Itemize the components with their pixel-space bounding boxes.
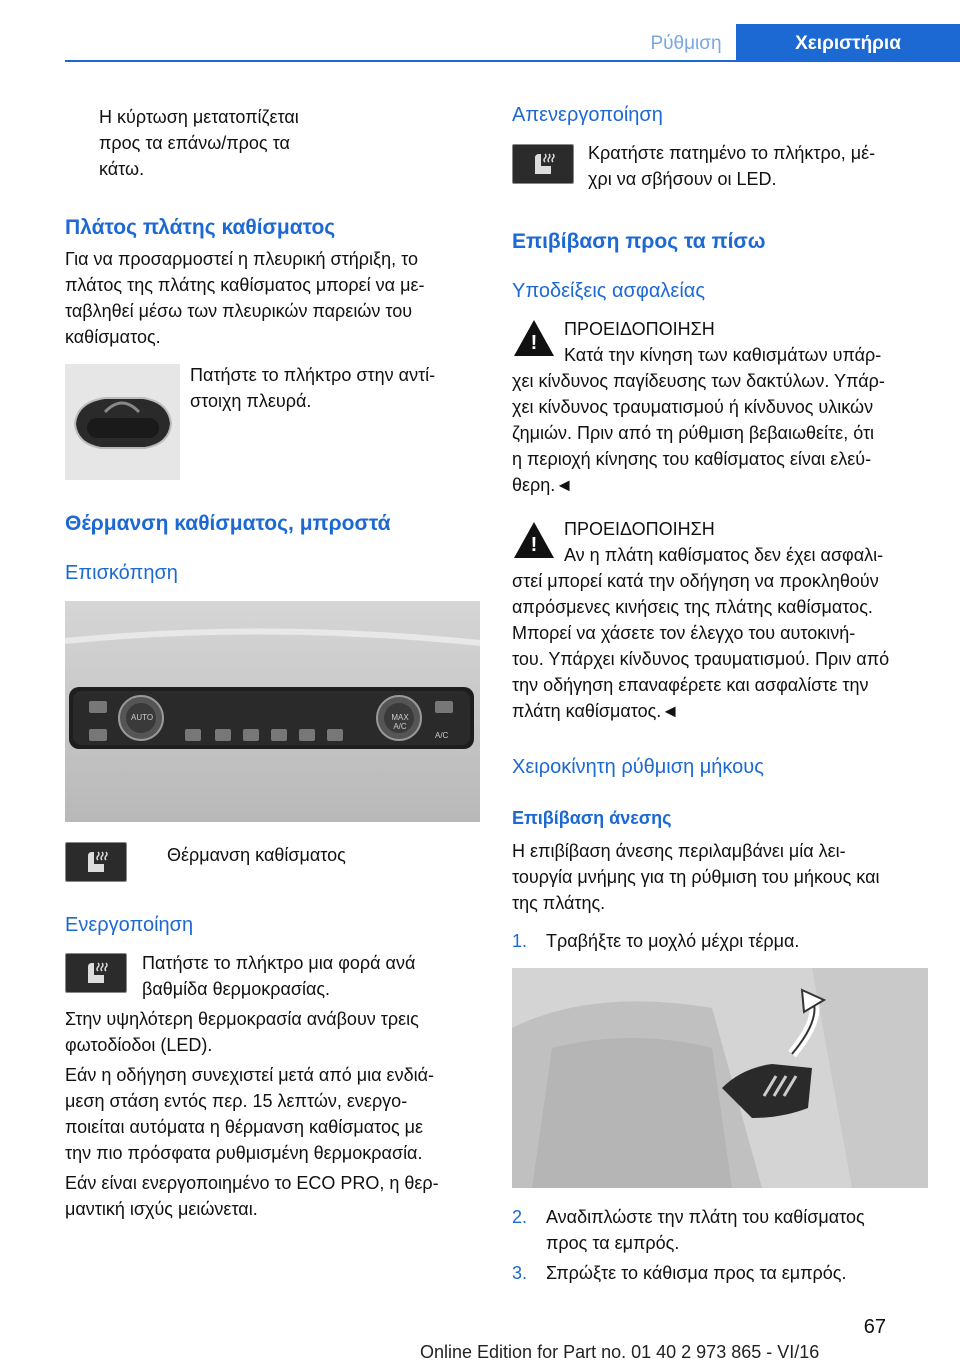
lumbar-text: Η κύρτωση μετατοπίζεται προς τα επάνω/προς τα κάτω.	[99, 107, 299, 179]
width-text: Για να προσαρμοστεί η πλευρική στήριξη, το πλάτος της πλάτης καθίσματος μπορεί να με- ταβληθεί μέσω των πλευρικών παρειών του καθίσματος.	[65, 249, 425, 347]
max-ac-label: MAX A/C	[391, 713, 409, 731]
backrest-width-button-image	[65, 364, 180, 480]
easy-entry-text: Η επιβίβαση άνεσης περιλαμβάνει μία λει- τουργία μνήμης για τη ρύθμιση του μήκους και της πλάτης.	[512, 841, 880, 913]
led-text: Στην υψηλότερη θερμοκρασία ανάβουν τρεις φωτοδίοδοι (LED).	[65, 1009, 419, 1055]
seat-heating-button-image	[65, 842, 127, 882]
safety-heading: Υποδείξεις ασφαλείας	[512, 280, 705, 302]
activation-heading: Ενεργοποίηση	[65, 914, 194, 936]
rear-entry-heading: Επιβίβαση προς τα πίσω	[512, 230, 766, 253]
tab-controls: Χειριστήρια	[736, 24, 960, 62]
warning1-title: ΠΡΟΕΙΔΟΠΟΙΗΣΗ	[564, 319, 715, 339]
press-side-text: Πατήστε το πλήκτρο στην αντί- στοιχη πλευρά.	[190, 365, 436, 411]
online-edition: Online Edition for Part no. 01 40 2 973 865 - VI/16	[420, 1342, 820, 1362]
easy-entry-heading: Επιβίβαση άνεσης	[512, 808, 672, 828]
warning2-title: ΠΡΟΕΙΔΟΠΟΙΗΣΗ	[564, 519, 715, 539]
seat-button-icon	[65, 364, 180, 480]
climate-panel-photo	[65, 601, 480, 822]
drive-text: Εάν η οδήγηση συνεχιστεί μετά από μια ενδιά- μεση στάση εντός περ. 15 λεπτών, ενεργο- ποιείται αυτόματα η θέρμανση καθίσματος με την πιο πρόσφατα ρυθμισμένη θερμοκρασία.	[65, 1065, 434, 1163]
deactivation-text: Κρατήστε πατημένο το πλήκτρο, μέ- χρι να σβήσουν οι LED.	[588, 143, 876, 189]
eco-text: Εάν είναι ενεργοποιημένο το ECO PRO, η θερ- μαντική ισχύς μειώνεται.	[65, 1173, 439, 1219]
auto-label: AUTO	[131, 713, 154, 722]
seat-heating-label: Θέρμανση καθίσματος	[167, 845, 346, 865]
header-rule	[65, 60, 960, 62]
warning1-text: Κατά την κίνηση των καθισμάτων υπάρ- χει κίνδυνος παγίδευσης των δακτύλων. Υπάρ- χει κίνδυνος τραυματισμού ή κίνδυνος υλικών ζημιών. Πριν από τη ρύθμιση βεβαιωθείτε, ότι η περιοχή κίνησης του καθίσματος είναι ελεύ- θερη.◄	[512, 345, 885, 495]
seat-heating-icon	[529, 152, 557, 176]
seat-heating-heading: Θέρμανση καθίσματος, μπροστά	[65, 512, 391, 535]
overview-heading: Επισκόπηση	[65, 562, 178, 584]
page-footer	[0, 1316, 960, 1362]
seat-heating-icon	[82, 961, 110, 985]
warning2-text: Αν η πλάτη καθίσματος δεν έχει ασφαλι- στεί μπορεί κατά την οδήγηση να προκληθούν απρόσμενες κινήσεις της πλάτης καθίσματος. Μπορεί να χάσετε τον έλεγχο του αυτοκινή- του. Υπάρχει κίνδυνος τραυματισμού. Πριν από την οδήγηση επαναφέρετε και ασφαλίστε την πλάτη καθίσματος.◄	[512, 545, 890, 721]
activation-text: Πατήστε το πλήκτρο μια φορά ανά βαθμίδα θερμοκρασίας.	[142, 953, 416, 999]
tab-adjustment: Ρύθμιση	[650, 33, 722, 54]
manual-length-heading: Χειροκίνητη ρύθμιση μήκους	[512, 756, 764, 778]
page-number: 67	[863, 1316, 886, 1338]
ac-label: A/C	[435, 731, 449, 740]
activation-button-image	[65, 953, 127, 993]
page-header	[0, 0, 960, 62]
width-heading: Πλάτος πλάτης καθίσματος	[65, 216, 336, 239]
deactivation-button-image	[512, 144, 574, 184]
seat-heating-icon	[82, 850, 110, 874]
seat-lever-photo	[512, 968, 928, 1188]
deactivation-heading: Απενεργοποίηση	[512, 104, 663, 126]
